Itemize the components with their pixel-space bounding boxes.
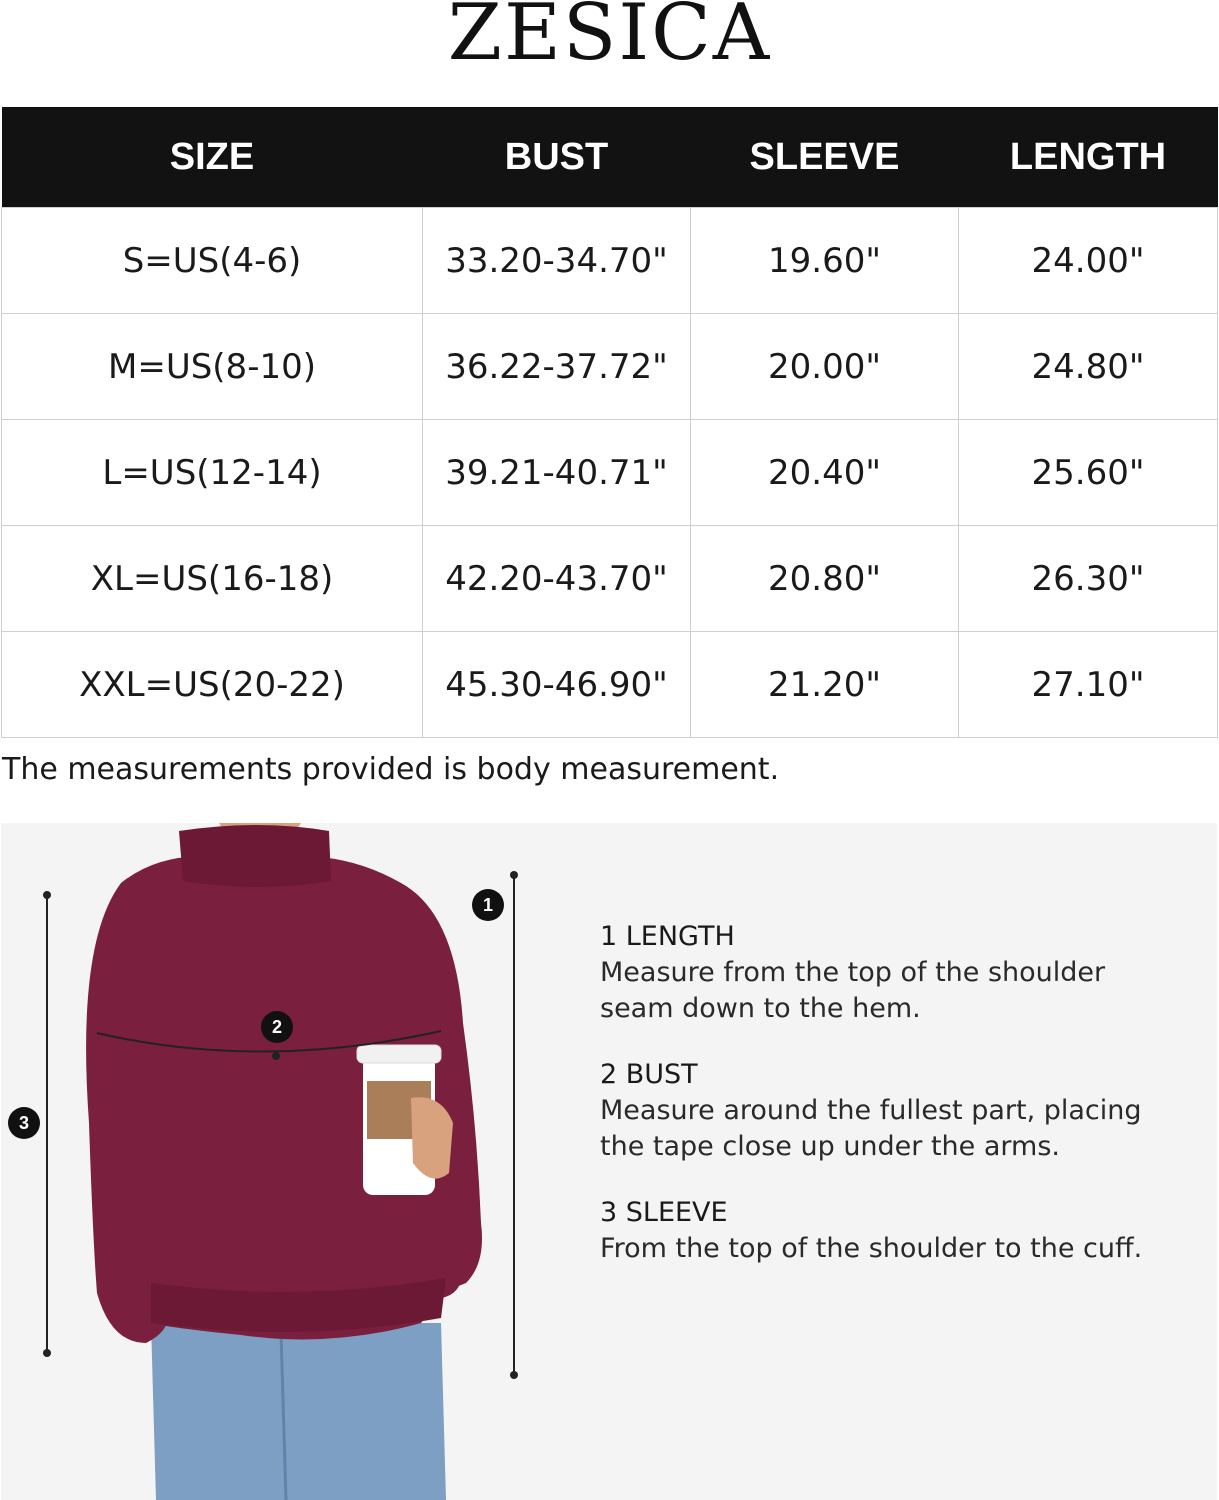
guide-bust-title: 2 BUST [600,1059,698,1090]
cell-length: 27.10" [959,632,1218,738]
cell-length: 25.60" [959,420,1218,526]
cell-sleeve: 20.00" [691,314,959,420]
cell-size: L=US(12-14) [2,420,423,526]
cell-length: 26.30" [959,526,1218,632]
cell-bust: 45.30-46.90" [423,632,691,738]
guide-length [600,919,1200,1027]
jeans-shape [151,1323,446,1500]
bust-dot [272,1052,280,1060]
length-line-bottom-dot [510,1371,518,1379]
marker-sleeve: 3 [8,1107,40,1139]
cell-sleeve: 21.20" [691,632,959,738]
header-length: LENGTH [959,107,1218,208]
marker-bust: 2 [261,1011,293,1043]
guide-length-text-2: seam down to the hem. [600,993,921,1024]
marker-length: 1 [472,889,504,921]
guide-bust [600,1057,1200,1165]
sleeve-line-bottom-dot [43,1349,51,1357]
cell-bust: 42.20-43.70" [423,526,691,632]
header-size: SIZE [2,107,423,208]
cell-sleeve: 19.60" [691,208,959,314]
cell-bust: 36.22-37.72" [423,314,691,420]
measure-guide-panel [1,823,1217,1500]
measure-guide-list [600,919,1200,1297]
guide-length-text-1: Measure from the top of the shoulder [600,957,1106,988]
table-row [2,632,1218,738]
sweater-illustration [1,823,561,1500]
guide-length-title: 1 LENGTH [600,921,735,952]
cell-length: 24.80" [959,314,1218,420]
guide-bust-text-2: the tape close up under the arms. [600,1131,1060,1162]
cell-size: XL=US(16-18) [2,526,423,632]
table-row [2,526,1218,632]
table-row [2,208,1218,314]
length-line-top-dot [510,871,518,879]
sweater-collar [179,825,331,887]
table-row [2,420,1218,526]
cell-size: M=US(8-10) [2,314,423,420]
cell-size: XXL=US(20-22) [2,632,423,738]
size-chart-header-row [2,107,1218,208]
cell-length: 24.00" [959,208,1218,314]
cup-lid [357,1045,441,1063]
table-row [2,314,1218,420]
brand-logo: ZESICA [447,0,772,78]
cell-sleeve: 20.40" [691,420,959,526]
measurement-note: The measurements provided is body measurement. [2,752,780,787]
cell-size: S=US(4-6) [2,208,423,314]
size-chart-table [1,107,1218,738]
cell-sleeve: 20.80" [691,526,959,632]
header-sleeve: SLEEVE [691,107,959,208]
cell-bust: 33.20-34.70" [423,208,691,314]
cell-bust: 39.21-40.71" [423,420,691,526]
sleeve-line-top-dot [43,891,51,899]
guide-sleeve-text-1: From the top of the shoulder to the cuff. [600,1233,1143,1264]
guide-sleeve-title: 3 SLEEVE [600,1197,728,1228]
guide-bust-text-1: Measure around the fullest part, placing [600,1095,1142,1126]
header-bust: BUST [423,107,691,208]
guide-sleeve [600,1195,1200,1267]
